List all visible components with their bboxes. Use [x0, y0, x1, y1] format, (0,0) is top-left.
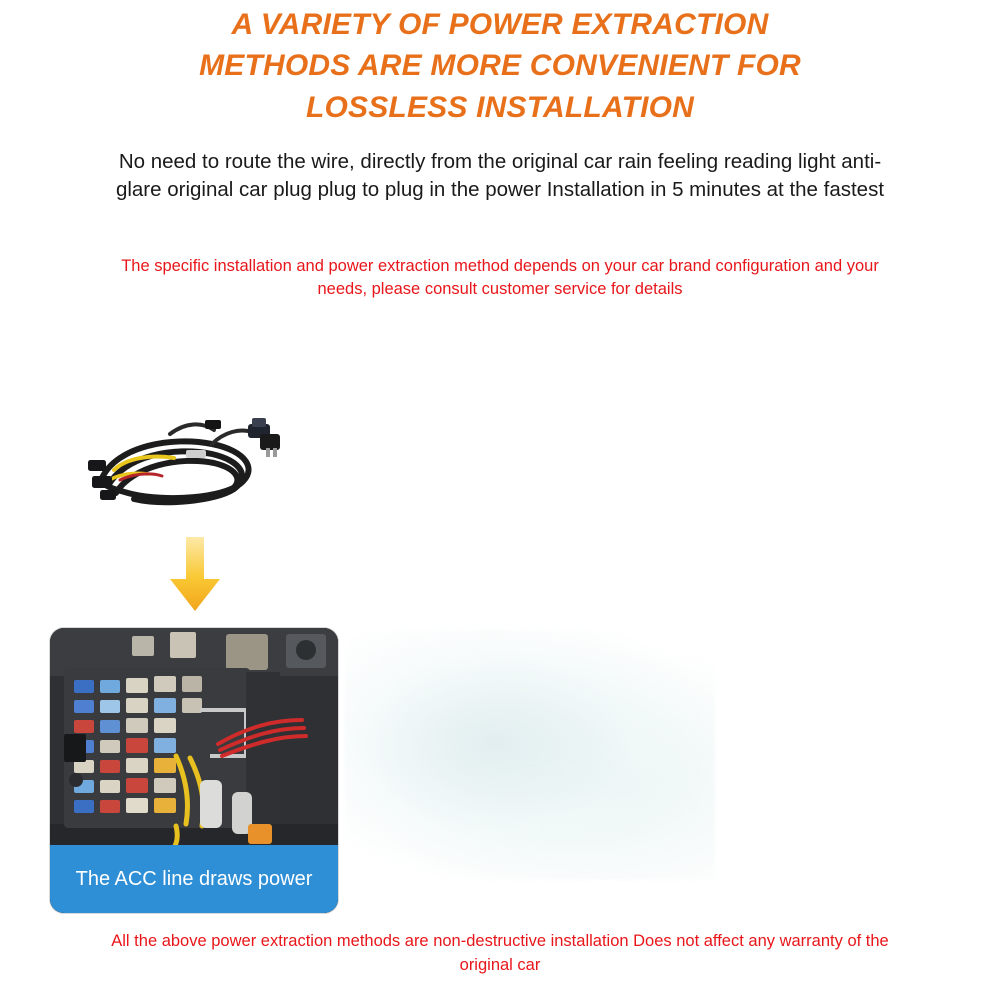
wiring-harness-photo [62, 398, 302, 533]
headline-line-3: LOSSLESS INSTALLATION [305, 90, 695, 124]
headline-line-1: A VARIETY OF POWER EXTRACTION [231, 8, 769, 41]
fusebox-photo-card [50, 628, 338, 913]
warning-paragraph: The specific installation and power extraction method depends on your car brand configuration and your needs, please consult customer service for details [121, 257, 879, 299]
intro-paragraph: No need to route the wire, directly from the original car rain feeling reading light anti-glare original car plug plug to plug in the power Installation in 5 minutes at the fastest [115, 150, 885, 201]
faded-background-graphic [345, 630, 715, 880]
footer-note: All the above power extraction methods are non-destructive installation Does not affect any warranty of the original car [111, 932, 889, 974]
page-title [0, 4, 1000, 128]
fusebox-caption: The ACC line draws power [50, 845, 338, 913]
headline-line-2: METHODS ARE MORE CONVENIENT FOR [199, 49, 801, 83]
wiring-harness-illustration [62, 398, 302, 533]
down-arrow-icon [160, 535, 230, 615]
